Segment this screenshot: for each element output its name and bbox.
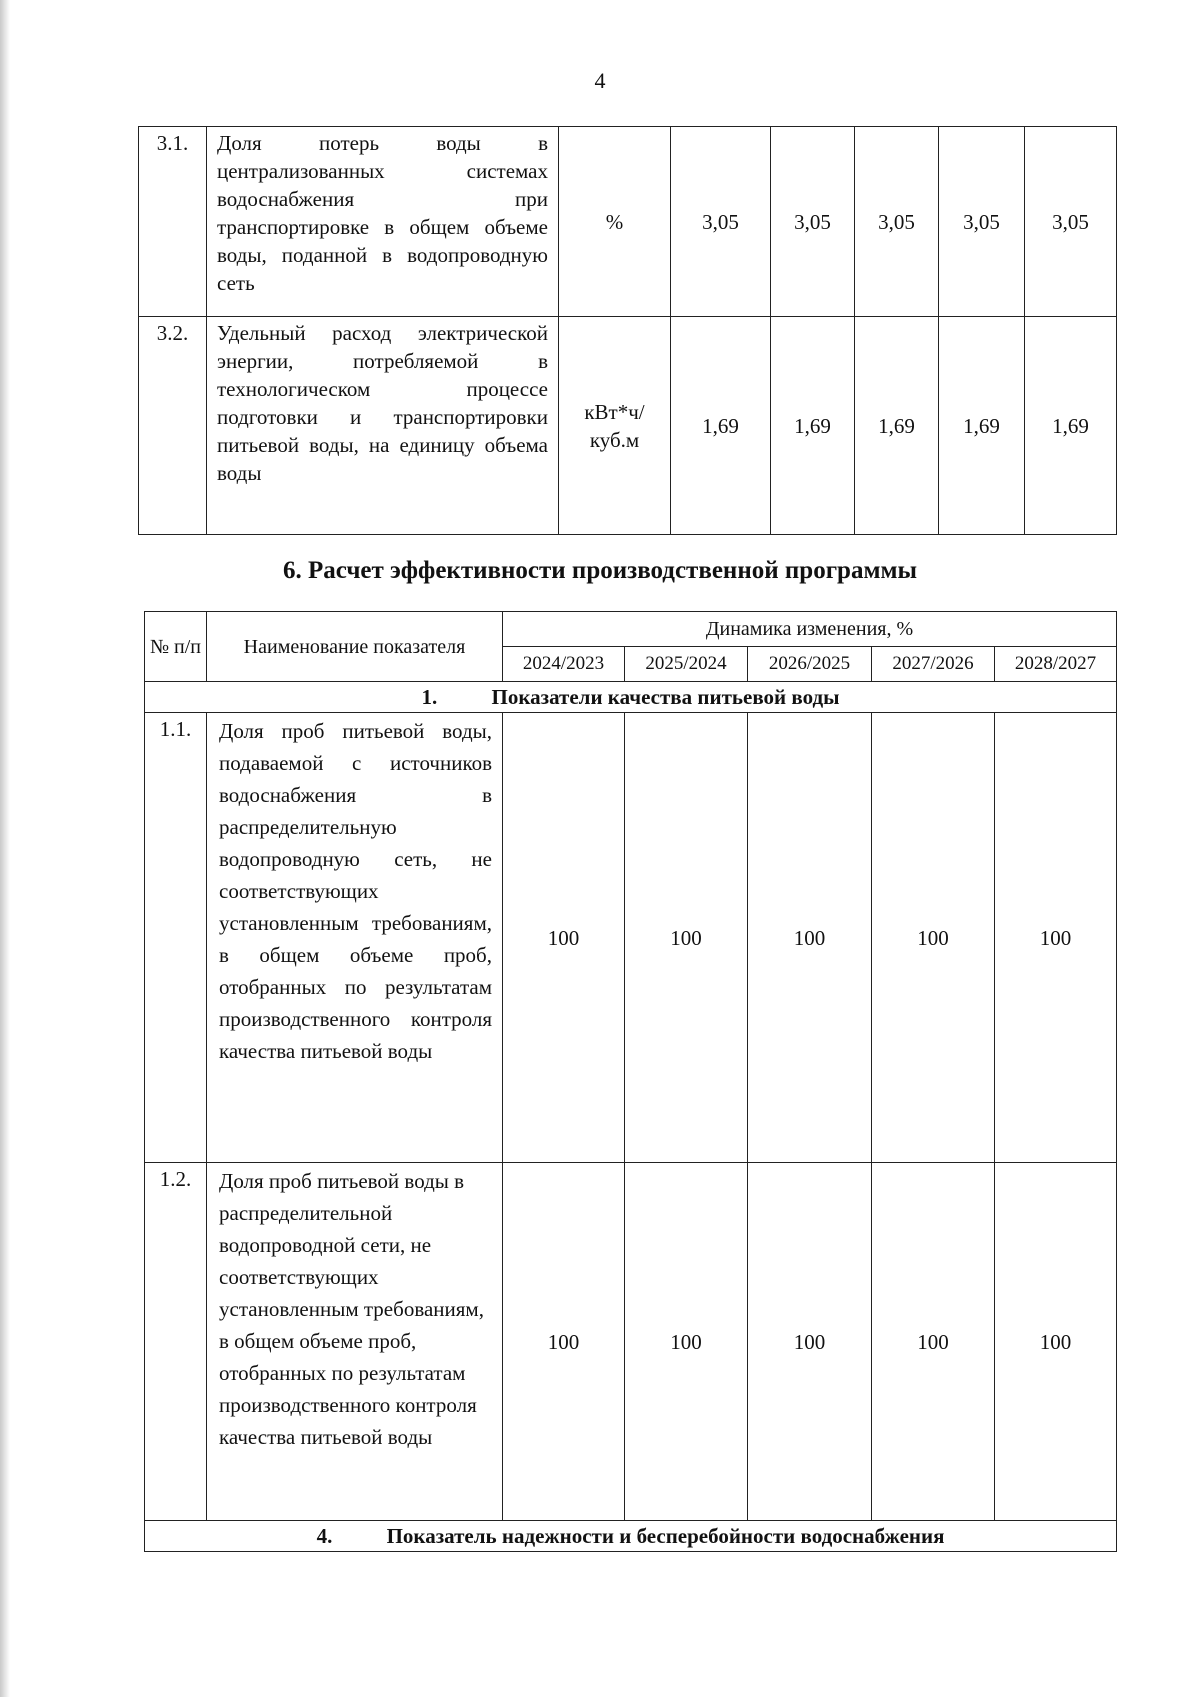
table-row	[145, 713, 1117, 1163]
indicators-table-continued	[138, 126, 1117, 535]
value-cell: 100	[995, 713, 1117, 1163]
value-cell: 100	[625, 1163, 748, 1521]
row-number: 3.1.	[139, 127, 207, 317]
row-number: 1.2.	[145, 1163, 207, 1521]
indicator-name: Доля проб питьевой воды в распределительной водопроводной сети, не соответствующих установленным требованиям, в общем объеме проб, отобранных по результатам производственного контроля качества питьевой воды	[207, 1163, 503, 1521]
value-cell: 100	[995, 1163, 1117, 1521]
section-number: 4.	[316, 1524, 333, 1548]
value-cell: 1,69	[939, 317, 1025, 535]
value-cell: 100	[748, 713, 872, 1163]
section-title: 6. Расчет эффективности производственной программы	[282, 557, 918, 584]
value-cell: 100	[503, 713, 625, 1163]
value-cell: 1,69	[855, 317, 939, 535]
value-cell: 1,69	[1025, 317, 1117, 535]
header-dynamics: Динамика изменения, %	[503, 612, 1117, 647]
unit-cell: кВт*ч/ куб.м	[559, 317, 671, 535]
table-header-row	[145, 612, 1117, 647]
section-heading-text: Показатель надежности и бесперебойности водоснабжения	[386, 1524, 945, 1548]
section-4-heading	[145, 1521, 1117, 1552]
value-cell: 3,05	[855, 127, 939, 317]
section-row	[145, 682, 1117, 713]
value-cell: 3,05	[1025, 127, 1117, 317]
value-cell: 3,05	[771, 127, 855, 317]
header-year: 2028/2027	[995, 647, 1117, 682]
value-cell: 100	[503, 1163, 625, 1521]
indicator-name: Доля потерь воды в централизованных системах водоснабжения при транспортировке в общем объеме воды, поданной в водопроводную сеть	[207, 127, 559, 317]
header-num: № п/п	[145, 612, 207, 682]
section-1-heading	[145, 682, 1117, 713]
value-cell: 1,69	[671, 317, 771, 535]
section-number: 1.	[421, 685, 438, 709]
header-year: 2026/2025	[748, 647, 872, 682]
table-row	[139, 127, 1117, 317]
scan-edge	[0, 0, 10, 1697]
table-row	[145, 1163, 1117, 1521]
value-cell: 100	[872, 713, 995, 1163]
value-cell: 100	[872, 1163, 995, 1521]
row-number: 1.1.	[145, 713, 207, 1163]
header-year: 2024/2023	[503, 647, 625, 682]
section-heading-text: Показатели качества питьевой воды	[491, 685, 840, 709]
indicator-name: Доля проб питьевой воды, подаваемой с источников водоснабжения в распределительную водопроводную сеть, не соответствующих установленным требованиям, в общем объеме проб, отобранных по результатам производственного контроля качества питьевой воды	[207, 713, 503, 1163]
value-cell: 100	[625, 713, 748, 1163]
unit-cell: %	[559, 127, 671, 317]
header-year: 2025/2024	[625, 647, 748, 682]
header-name: Наименование показателя	[207, 612, 503, 682]
table-row	[139, 317, 1117, 535]
value-cell: 3,05	[671, 127, 771, 317]
value-cell: 3,05	[939, 127, 1025, 317]
header-year: 2027/2026	[872, 647, 995, 682]
row-number: 3.2.	[139, 317, 207, 535]
value-cell: 100	[748, 1163, 872, 1521]
value-cell: 1,69	[771, 317, 855, 535]
efficiency-table	[144, 611, 1117, 1552]
indicator-name: Удельный расход электрической энергии, потребляемой в технологическом процессе подготовки и транспортировки питьевой воды, на единицу объема воды	[207, 317, 559, 535]
page-number: 4	[594, 68, 606, 93]
section-row	[145, 1521, 1117, 1552]
